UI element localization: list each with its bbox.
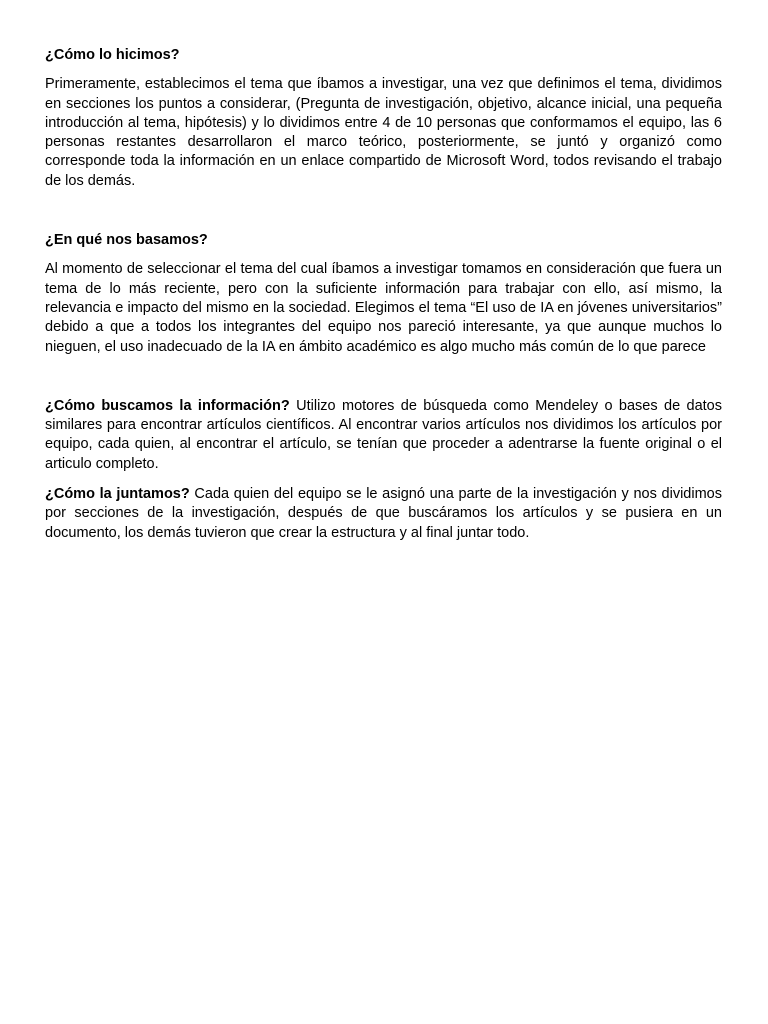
section-lead: ¿Cómo buscamos la información? bbox=[45, 397, 290, 414]
spacer bbox=[45, 357, 722, 397]
section-como-la-juntamos bbox=[45, 485, 722, 543]
section-body: Utilizo motores de búsqueda como Mendeley o bases de datos similares para encontrar artículos científicos. Al encontrar varios artículos nos dividimos los artículos por equipo, cada quien, al encontrar el artículo, se tenían que proceder a adentrarse la fuente original o el articulo completo. bbox=[45, 397, 722, 472]
section-paragraph bbox=[45, 485, 722, 543]
section-heading: ¿Cómo lo hicimos? bbox=[45, 47, 180, 63]
spacer bbox=[45, 191, 722, 231]
section-body: Cada quien del equipo se le asignó una parte de la investigación y nos dividimos por secciones de la investigación, después de que buscáramos los artículos y se pusiera en un documento, los demás tuvieron que crear la estructura y al final juntar todo. bbox=[45, 486, 722, 541]
spacer bbox=[45, 474, 722, 485]
section-como-buscamos bbox=[45, 397, 722, 474]
section-en-que-nos-basamos bbox=[45, 231, 722, 357]
section-como-lo-hicimos bbox=[45, 46, 722, 191]
section-paragraph bbox=[45, 397, 722, 474]
section-lead: ¿Cómo la juntamos? bbox=[45, 486, 190, 503]
section-body: Al momento de seleccionar el tema del cual íbamos a investigar tomamos en consideración que fuera un tema de lo más reciente, pero con la suficiente información para trabajar con ello, así mismo, la relevancia e impacto del mismo en la sociedad. Elegimos el tema “El uso de IA en jóvenes universitarios” debido a que a todos los integrantes del equipo nos pareció interesante, ya que aunque muchos lo nieguen, el uso inadecuado de la IA en ámbito académico es algo mucho más común de lo que parece bbox=[45, 261, 722, 355]
section-body: Primeramente, establecimos el tema que íbamos a investigar, una vez que definimos el tema, dividimos en secciones los puntos a considerar, (Pregunta de investigación, objetivo, alcance inicial, una pequeña introducción al tema, hipótesis) y lo dividimos entre 4 de 10 personas que conformamos el equipo, las 6 personas restantes desarrollaron el marco teórico, posteriormente, se juntó y organizó como corresponde toda la información en un enlace compartido de Microsoft Word, todos revisando el trabajo de los demás. bbox=[45, 76, 722, 189]
section-heading: ¿En qué nos basamos? bbox=[45, 232, 208, 249]
